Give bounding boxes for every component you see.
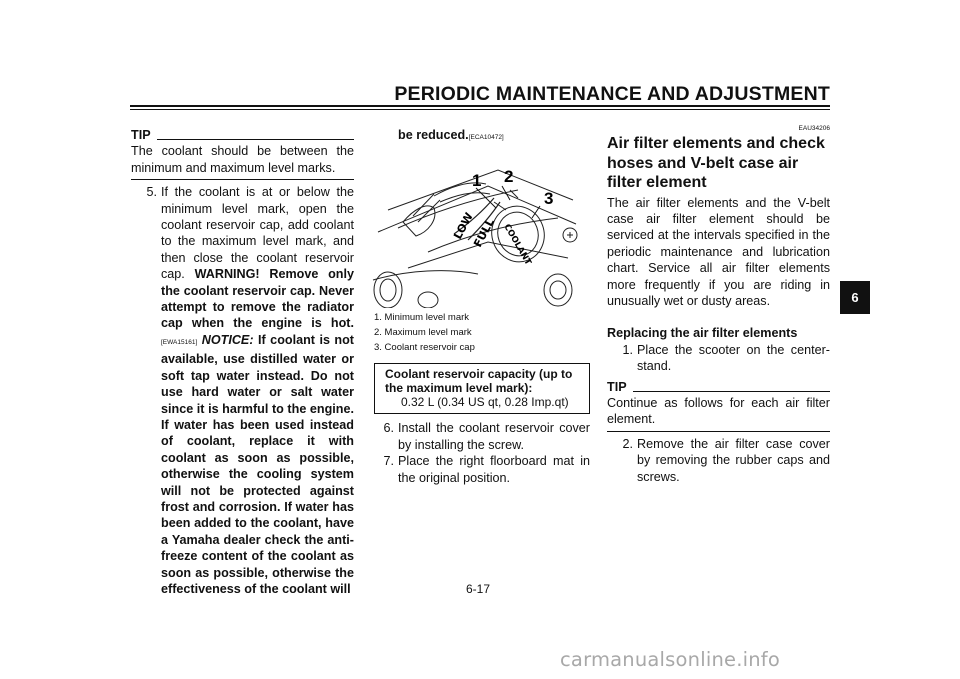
page-number: 6-17 bbox=[466, 582, 491, 596]
section-title: Air filter elements and check hoses and V-belt case air filter element bbox=[607, 135, 825, 191]
step-text: Install the coolant reservoir cover by installing the screw. bbox=[398, 421, 590, 452]
warning-code: [EWA15161] bbox=[161, 338, 198, 346]
continued-text: be reduced. bbox=[398, 128, 469, 142]
chapter-tab[interactable]: 6 bbox=[840, 281, 870, 314]
cap-label: COOLANT bbox=[501, 222, 533, 268]
spec-value: 0.32 L (0.34 US qt, 0.28 Imp.qt) bbox=[401, 395, 569, 410]
step-5 bbox=[131, 184, 354, 597]
step-6 bbox=[368, 420, 590, 453]
callout-3: 3 bbox=[544, 189, 554, 209]
tip-text: Continue as follows for each air filter element. bbox=[607, 395, 830, 427]
tip-end-rule bbox=[607, 431, 830, 432]
coolant-reservoir-figure bbox=[368, 150, 578, 308]
step-5-text: If the coolant is at or below the minimum level mark, open the coolant reservoir cap, add coolant to the maximum level mark, and then close the coolant reservoir cap. bbox=[161, 185, 354, 282]
section-intro: The air filter elements and the V-belt case air filter element should be serviced at the intervals specified in the periodic maintenance and lubrication chart. Service all air filter elements more frequently if you are riding in unusually wet or dusty areas. bbox=[607, 195, 830, 308]
full-mark: FULL bbox=[471, 216, 497, 250]
continued-code: [ECA10472] bbox=[468, 134, 504, 141]
step-number: 1. bbox=[622, 342, 633, 357]
continued-notice bbox=[368, 127, 590, 146]
tip-end-rule bbox=[131, 179, 354, 180]
step-7 bbox=[368, 453, 590, 486]
callout-2: 2 bbox=[504, 167, 514, 187]
step-number: 7. bbox=[383, 454, 394, 469]
step-number: 6. bbox=[383, 421, 394, 436]
step-number: 2. bbox=[622, 436, 633, 451]
header-rule bbox=[130, 105, 830, 107]
header-rule-thin bbox=[130, 109, 830, 110]
spec-box bbox=[374, 363, 590, 414]
step-text: Remove the air filter case cover by removing the rubber caps and screws. bbox=[637, 436, 830, 484]
tip-rule bbox=[157, 139, 354, 140]
figure-captions bbox=[374, 310, 590, 355]
watermark[interactable]: carmanualsonline.info bbox=[560, 648, 780, 671]
page-title: PERIODIC MAINTENANCE AND ADJUSTMENT bbox=[394, 83, 830, 105]
caption-item: 2. Maximum level mark bbox=[374, 327, 472, 339]
caption-item: 3. Coolant reservoir cap bbox=[374, 342, 475, 354]
column-left bbox=[131, 127, 354, 597]
tip-label: TIP bbox=[131, 128, 151, 142]
step-2 bbox=[607, 436, 830, 485]
step-text bbox=[161, 184, 354, 597]
caption-item: 1. Minimum level mark bbox=[374, 312, 470, 324]
tip-heading bbox=[131, 127, 354, 143]
step-text: Place the right floorboard mat in the original position. bbox=[398, 454, 590, 485]
notice-label: NOTICE: bbox=[201, 332, 254, 347]
step-1 bbox=[607, 342, 830, 375]
low-mark: LOW bbox=[451, 210, 476, 242]
spec-title: Coolant reservoir capacity (up to the maximum level mark): bbox=[385, 367, 573, 396]
notice-text: If coolant is not available, use distilled water or soft tap water instead. Do not use hard water or salt water since it is harmful to the engine. If water has been used instead of coolant, replace it with coolant as soon as possible, otherwise the cooling system will not be protected against frost and corrosion. If water has been added to the coolant, have a Yamaha dealer check the anti-freeze content of the coolant as soon as possible, otherwise the effectiveness of the coolant will bbox=[161, 332, 355, 596]
section-code: EAU34206 bbox=[798, 125, 830, 132]
callout-1: 1 bbox=[472, 171, 482, 191]
tip-text: The coolant should be between the minimum and maximum level marks. bbox=[131, 144, 354, 175]
tip-label: TIP bbox=[607, 379, 627, 394]
subsection-heading: Replacing the air filter elements bbox=[607, 326, 798, 341]
column-middle bbox=[368, 127, 590, 486]
step-number: 5. bbox=[146, 185, 157, 200]
coolant-reservoir-illustration bbox=[368, 150, 578, 308]
warning-text: WARNING! Remove only the coolant reservoir cap. Never attempt to remove the radiator cap when the engine is hot. bbox=[161, 267, 354, 331]
step-text: Place the scooter on the center-stand. bbox=[637, 342, 830, 374]
tip-rule bbox=[633, 391, 830, 392]
tip-heading bbox=[607, 379, 830, 395]
column-right bbox=[607, 125, 830, 485]
